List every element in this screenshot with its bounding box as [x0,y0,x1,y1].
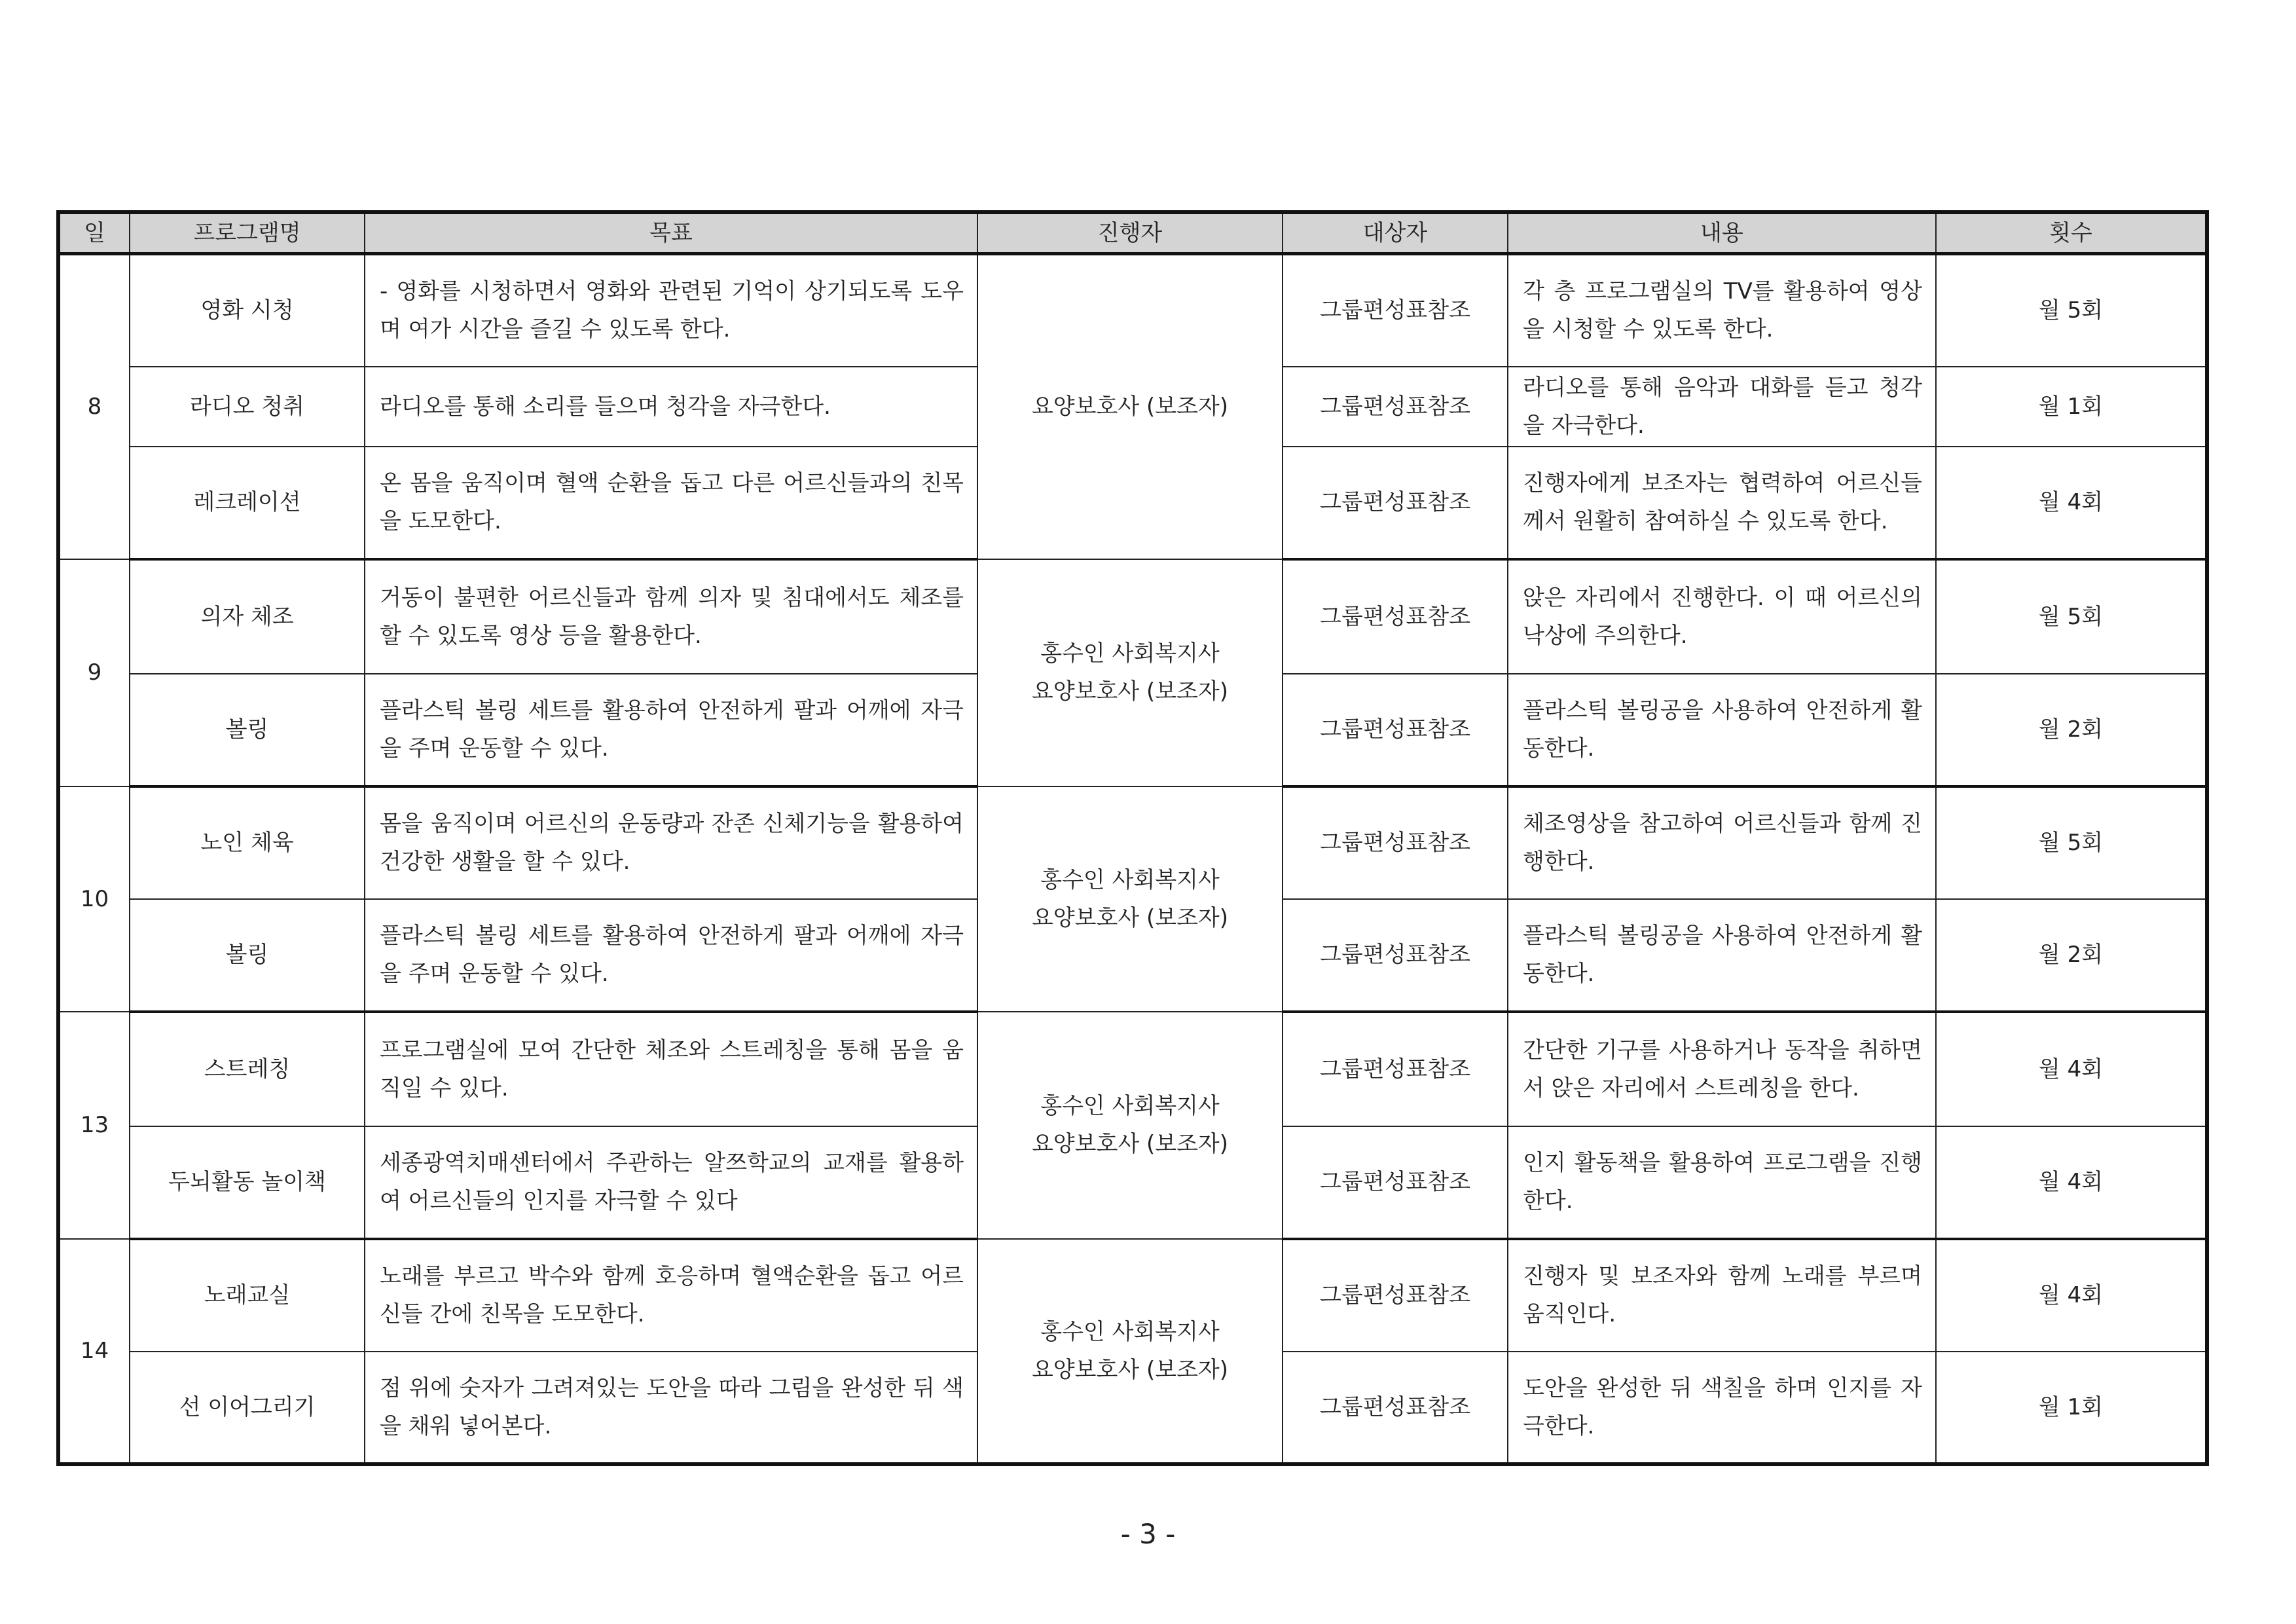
frequency-cell: 월 5회 [1936,559,2207,674]
header-goal: 목표 [365,212,977,254]
staff-cell: 홍수인 사회복지사 요양보호사 (보조자) [977,559,1283,786]
frequency-cell: 월 1회 [1936,367,2207,447]
program-schedule-table [56,210,2209,1466]
content-cell: 앉은 자리에서 진행한다. 이 때 어르신의 낙상에 주의한다. [1508,559,1936,674]
header-frequency: 횟수 [1936,212,2207,254]
content-cell: 라디오를 통해 음악과 대화를 듣고 청각을 자극한다. [1508,367,1936,447]
table-row [58,559,2207,674]
target-cell: 그룹편성표참조 [1283,559,1508,674]
goal-cell: 몸을 움직이며 어르신의 운동량과 잔존 신체기능을 활용하여 건강한 생활을 할 수 있다. [365,786,977,899]
goal-cell: 노래를 부르고 박수와 함께 호응하며 혈액순환을 돕고 어르신들 간에 친목을 도모한다. [365,1239,977,1352]
header-program-name: 프로그램명 [130,212,365,254]
frequency-cell: 월 5회 [1936,254,2207,367]
content-cell: 인지 활동책을 활용하여 프로그램을 진행한다. [1508,1126,1936,1239]
table-row [58,1239,2207,1352]
target-cell: 그룹편성표참조 [1283,674,1508,786]
staff-cell: 요양보호사 (보조자) [977,254,1283,559]
goal-cell: 라디오를 통해 소리를 들으며 청각을 자극한다. [365,367,977,447]
frequency-cell: 월 2회 [1936,674,2207,786]
frequency-cell: 월 5회 [1936,786,2207,899]
page-number: - 3 - [1120,1518,1176,1550]
day-cell: 9 [58,559,130,786]
day-cell: 14 [58,1239,130,1464]
table-row [58,1012,2207,1126]
header-target: 대상자 [1283,212,1508,254]
goal-cell: 거동이 불편한 어르신들과 함께 의자 및 침대에서도 체조를 할 수 있도록 영상 등을 활용한다. [365,559,977,674]
program-name-cell: 볼링 [130,674,365,786]
content-cell: 플라스틱 볼링공을 사용하여 안전하게 활동한다. [1508,674,1936,786]
goal-cell: 프로그램실에 모여 간단한 체조와 스트레칭을 통해 몸을 움직일 수 있다. [365,1012,977,1126]
day-cell: 10 [58,786,130,1012]
goal-cell: 플라스틱 볼링 세트를 활용하여 안전하게 팔과 어깨에 자극을 주며 운동할 수 있다. [365,674,977,786]
program-name-cell: 의자 체조 [130,559,365,674]
frequency-cell: 월 4회 [1936,447,2207,559]
goal-cell: 점 위에 숫자가 그려져있는 도안을 따라 그림을 완성한 뒤 색을 채워 넣어본다. [365,1352,977,1464]
program-name-cell: 볼링 [130,899,365,1012]
program-name-cell: 선 이어그리기 [130,1352,365,1464]
content-cell: 진행자 및 보조자와 함께 노래를 부르며 움직인다. [1508,1239,1936,1352]
frequency-cell: 월 4회 [1936,1126,2207,1239]
content-cell: 플라스틱 볼링공을 사용하여 안전하게 활동한다. [1508,899,1936,1012]
frequency-cell: 월 2회 [1936,899,2207,1012]
target-cell: 그룹편성표참조 [1283,1352,1508,1464]
target-cell: 그룹편성표참조 [1283,367,1508,447]
day-cell: 13 [58,1012,130,1239]
staff-cell: 홍수인 사회복지사 요양보호사 (보조자) [977,1239,1283,1464]
content-cell: 각 층 프로그램실의 TV를 활용하여 영상을 시청할 수 있도록 한다. [1508,254,1936,367]
program-name-cell: 스트레칭 [130,1012,365,1126]
program-name-cell: 레크레이션 [130,447,365,559]
header-row [58,212,2207,254]
day-cell: 8 [58,254,130,559]
program-name-cell: 두뇌활동 놀이책 [130,1126,365,1239]
content-cell: 간단한 기구를 사용하거나 동작을 취하면서 앉은 자리에서 스트레칭을 한다. [1508,1012,1936,1126]
target-cell: 그룹편성표참조 [1283,1126,1508,1239]
goal-cell: - 영화를 시청하면서 영화와 관련된 기억이 상기되도록 도우며 여가 시간을 즐길 수 있도록 한다. [365,254,977,367]
table-row [58,786,2207,899]
program-name-cell: 노래교실 [130,1239,365,1352]
header-content: 내용 [1508,212,1936,254]
target-cell: 그룹편성표참조 [1283,447,1508,559]
content-cell: 도안을 완성한 뒤 색칠을 하며 인지를 자극한다. [1508,1352,1936,1464]
header-staff: 진행자 [977,212,1283,254]
frequency-cell: 월 4회 [1936,1239,2207,1352]
frequency-cell: 월 1회 [1936,1352,2207,1464]
goal-cell: 플라스틱 볼링 세트를 활용하여 안전하게 팔과 어깨에 자극을 주며 운동할 수 있다. [365,899,977,1012]
goal-cell: 세종광역치매센터에서 주관하는 알쯔학교의 교재를 활용하여 어르신들의 인지를 자극할 수 있다 [365,1126,977,1239]
program-name-cell: 영화 시청 [130,254,365,367]
content-cell: 진행자에게 보조자는 협력하여 어르신들께서 원활히 참여하실 수 있도록 한다. [1508,447,1936,559]
target-cell: 그룹편성표참조 [1283,1012,1508,1126]
goal-cell: 온 몸을 움직이며 혈액 순환을 돕고 다른 어르신들과의 친목을 도모한다. [365,447,977,559]
target-cell: 그룹편성표참조 [1283,899,1508,1012]
staff-cell: 홍수인 사회복지사 요양보호사 (보조자) [977,786,1283,1012]
program-name-cell: 노인 체육 [130,786,365,899]
program-name-cell: 라디오 청취 [130,367,365,447]
target-cell: 그룹편성표참조 [1283,254,1508,367]
target-cell: 그룹편성표참조 [1283,786,1508,899]
frequency-cell: 월 4회 [1936,1012,2207,1126]
content-cell: 체조영상을 참고하여 어르신들과 함께 진행한다. [1508,786,1936,899]
header-day: 일 [58,212,130,254]
staff-cell: 홍수인 사회복지사 요양보호사 (보조자) [977,1012,1283,1239]
table-row [58,254,2207,367]
target-cell: 그룹편성표참조 [1283,1239,1508,1352]
